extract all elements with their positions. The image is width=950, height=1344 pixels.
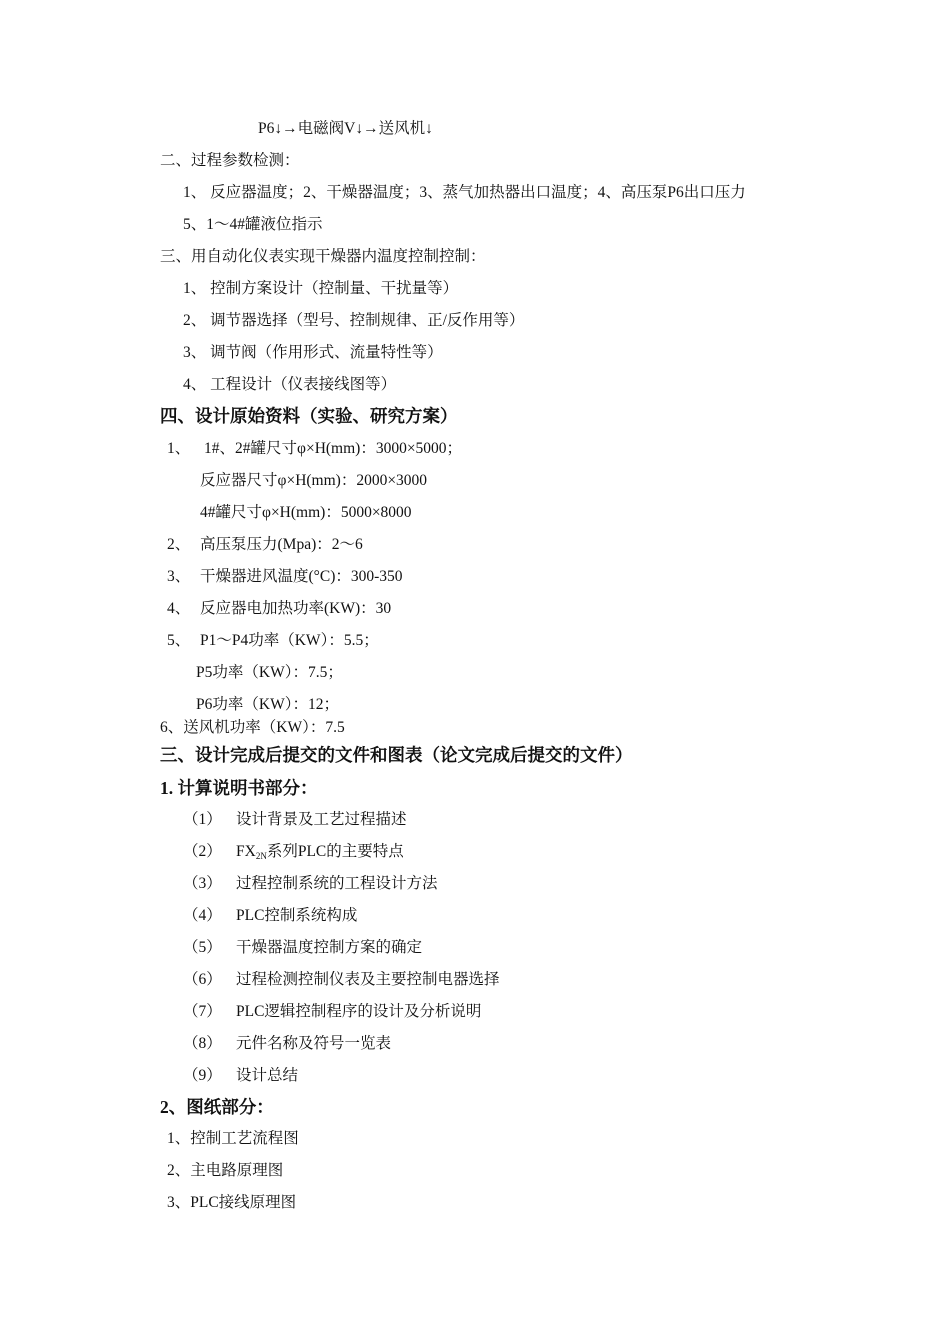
deliverable-7-number: （7） xyxy=(183,1003,222,1020)
deliverable-2-text xyxy=(236,842,404,866)
deliverable-4-number: （4） xyxy=(183,907,222,924)
section-control-title: 三、用自动化仪表实现干燥器内温度控制控制： xyxy=(160,248,486,265)
design-data-p1-p4-power: P1～P4功率（KW）：5.5； xyxy=(200,632,379,649)
deliverable-5-text: 干燥器温度控制方案的确定 xyxy=(236,939,423,956)
deliverable-7-text: PLC逻辑控制程序的设计及分析说明 xyxy=(236,1003,482,1020)
deliverable-3-number: （3） xyxy=(183,875,222,892)
control-item-4: 4、 工程设计（仪表接线图等） xyxy=(183,376,397,393)
design-data-item-4-number: 4、 xyxy=(167,600,191,617)
design-data-pump-pressure: 高压泵压力(Mpa)：2～6 xyxy=(200,536,363,553)
drawing-item-1: 1、控制工艺流程图 xyxy=(167,1130,299,1147)
design-data-inlet-temperature: 干燥器进风温度(°C)：300-350 xyxy=(200,568,403,585)
deliverable-9-number: （9） xyxy=(183,1067,222,1084)
design-data-item-1-number: 1、 xyxy=(167,440,191,457)
fx-prefix: FX xyxy=(236,843,256,860)
fx-description: 系列PLC的主要特点 xyxy=(266,843,404,860)
drawing-item-2: 2、主电路原理图 xyxy=(167,1162,284,1179)
process-flow-line: P6↓→电磁阀V↓→送风机↓ xyxy=(258,120,433,137)
section-process-parameter-title: 二、过程参数检测： xyxy=(160,152,300,169)
design-data-tank4-size: 4#罐尺寸φ×H(mm)：5000×8000 xyxy=(200,504,412,521)
process-parameter-items: 1、 反应器温度；2、干燥器温度；3、蒸气加热器出口温度；4、高压泵P6出口压力 xyxy=(183,184,746,201)
fx-subscript: 2N xyxy=(255,851,267,861)
control-item-3: 3、 调节阀（作用形式、流量特性等） xyxy=(183,344,443,361)
deliverable-3-text: 过程控制系统的工程设计方法 xyxy=(236,875,438,892)
design-data-p6-power: P6功率（KW）：12； xyxy=(196,696,339,713)
deliverable-6-number: （6） xyxy=(183,971,222,988)
design-data-heater-power: 反应器电加热功率(KW)：30 xyxy=(200,600,392,617)
drawings-title: 2、图纸部分： xyxy=(160,1097,274,1117)
design-data-item-5-number: 5、 xyxy=(167,632,191,649)
drawing-item-3: 3、PLC接线原理图 xyxy=(167,1194,297,1211)
deliverable-9-text: 设计总结 xyxy=(236,1067,299,1084)
control-item-1: 1、 控制方案设计（控制量、干扰量等） xyxy=(183,280,459,297)
design-data-p5-power: P5功率（KW）：7.5； xyxy=(196,664,343,681)
deliverable-8-number: （8） xyxy=(183,1035,222,1052)
deliverable-1-number: （1） xyxy=(183,811,222,828)
control-item-2: 2、 调节器选择（型号、控制规律、正/反作用等） xyxy=(183,312,525,329)
design-data-tank-size: 1#、2#罐尺寸φ×H(mm)：3000×5000； xyxy=(204,440,463,457)
calculation-manual-title: 1. 计算说明书部分： xyxy=(160,778,318,798)
section-deliverables-title: 三、设计完成后提交的文件和图表（论文完成后提交的文件） xyxy=(160,745,633,765)
deliverable-8-text: 元件名称及符号一览表 xyxy=(236,1035,392,1052)
design-data-item-2-number: 2、 xyxy=(167,536,191,553)
deliverable-4-text: PLC控制系统构成 xyxy=(236,907,358,924)
deliverable-6-text: 过程检测控制仪表及主要控制电器选择 xyxy=(236,971,500,988)
design-data-reactor-size: 反应器尺寸φ×H(mm)：2000×3000 xyxy=(200,472,428,489)
design-data-fan-power: 6、送风机功率（KW）：7.5 xyxy=(160,719,345,736)
design-data-item-3-number: 3、 xyxy=(167,568,191,585)
process-parameter-item-5: 5、1～4#罐液位指示 xyxy=(183,216,323,233)
section-design-data-title: 四、设计原始资料（实验、研究方案） xyxy=(160,406,458,426)
deliverable-2-number: （2） xyxy=(183,843,222,860)
deliverable-5-number: （5） xyxy=(183,939,222,956)
deliverable-1-text: 设计背景及工艺过程描述 xyxy=(236,811,407,828)
